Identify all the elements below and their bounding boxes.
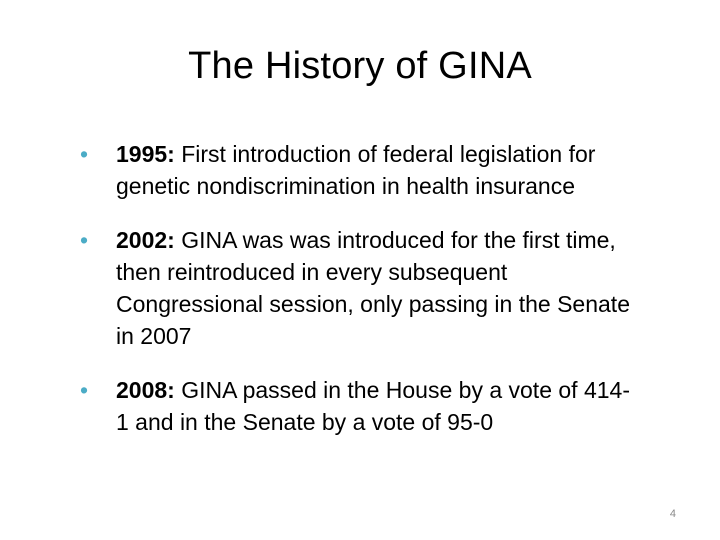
bullet-icon: • <box>80 377 89 403</box>
page-number: 4 <box>669 508 676 520</box>
bullet-list <box>80 138 640 460</box>
bullet-year: 2008: <box>116 377 175 403</box>
bullet-year: 1995: <box>116 141 175 167</box>
bullet-text: GINA passed in the House by a vote of 414-1 and in the Senate by a vote of 95-0 <box>116 377 630 435</box>
bullet-item-2002 <box>80 224 640 352</box>
slide-title: The History of GINA <box>188 45 532 87</box>
bullet-text: First introduction of federal legislation for genetic nondiscrimination in health insurance <box>116 141 596 199</box>
bullet-text: GINA was was introduced for the first time, then reintroduced in every subsequent Congressional session, only passing in the Senate in 2007 <box>116 227 630 349</box>
bullet-item-1995 <box>80 138 640 202</box>
bullet-icon: • <box>80 227 89 253</box>
bullet-item-2008 <box>80 374 640 438</box>
bullet-year: 2002: <box>116 227 175 253</box>
bullet-icon: • <box>80 141 89 167</box>
